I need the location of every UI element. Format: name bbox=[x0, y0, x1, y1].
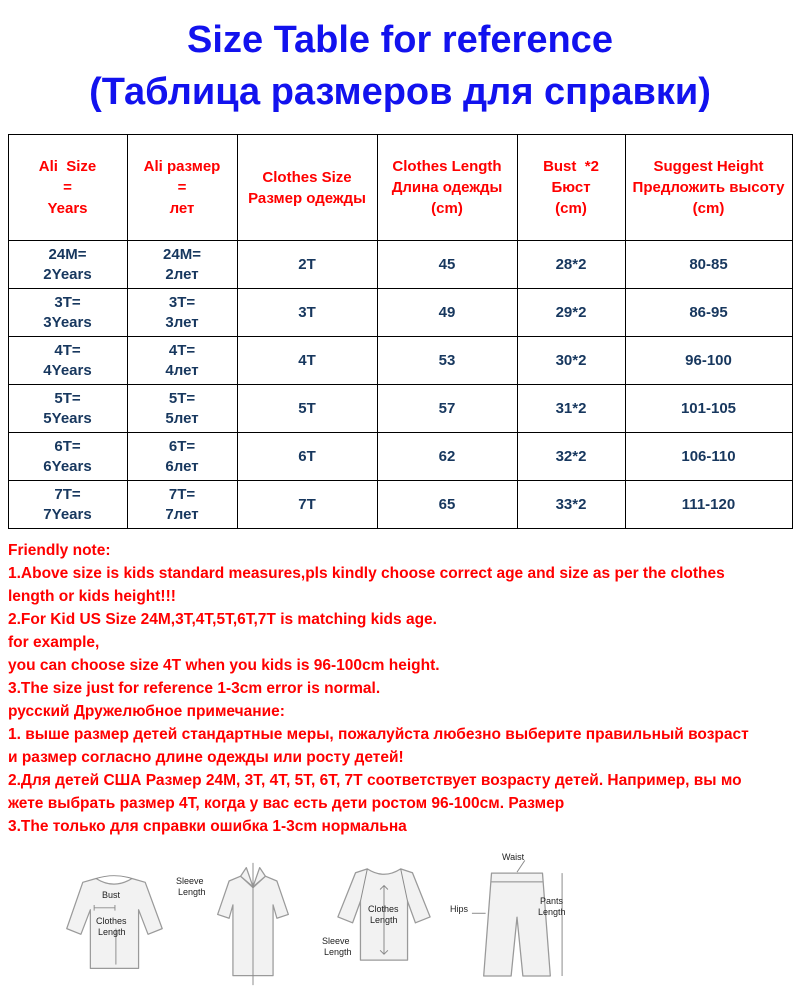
cell-line: 6лет bbox=[165, 457, 199, 475]
header-line: Предложить высоту bbox=[632, 179, 785, 196]
measurement-diagrams bbox=[0, 846, 800, 1000]
cell-clothes-length: 53 bbox=[377, 337, 517, 385]
note-line: 1. выше размер детей стандартные меры, пожалуйста любезно выберите правильный возраст bbox=[8, 726, 749, 743]
cell-line: 6T= bbox=[54, 437, 81, 455]
pants-length-label: Length bbox=[538, 907, 566, 917]
cell-line: 6Years bbox=[43, 457, 92, 475]
cell-clothes-length: 62 bbox=[377, 433, 517, 481]
cell-suggest-height: 80-85 bbox=[625, 241, 792, 289]
header-line: Clothes Length bbox=[392, 158, 502, 175]
cell-ali-size bbox=[8, 289, 127, 337]
hips-label: Hips bbox=[450, 904, 469, 914]
header-line: Бюст bbox=[551, 179, 591, 196]
cell-clothes-size: 3T bbox=[237, 289, 377, 337]
cell-ali-size bbox=[8, 481, 127, 529]
cell-ali-size bbox=[8, 385, 127, 433]
cell-ali-razmer bbox=[127, 433, 237, 481]
header-line: = bbox=[177, 179, 187, 196]
sleeve-length-label: Sleeve bbox=[322, 936, 350, 946]
cell-clothes-length: 45 bbox=[377, 241, 517, 289]
cell-suggest-height: 106-110 bbox=[625, 433, 792, 481]
cell-line: 3T= bbox=[168, 293, 196, 311]
cell-ali-size bbox=[8, 241, 127, 289]
cell-line: 7T= bbox=[54, 485, 81, 503]
cell-line: 4лет bbox=[165, 361, 199, 379]
collared-shirt-diagram bbox=[210, 862, 296, 986]
cell-line: 3лет bbox=[165, 313, 199, 331]
clothes-length-label: Length bbox=[370, 915, 398, 925]
header-clothes-size bbox=[237, 135, 377, 241]
cell-line: 5T= bbox=[168, 389, 196, 407]
note-line: 1.Above size is kids standard measures,pls kindly choose correct age and size as per the clothes bbox=[8, 565, 725, 582]
table-row bbox=[8, 385, 792, 433]
cell-suggest-height: 96-100 bbox=[625, 337, 792, 385]
cell-bust: 30*2 bbox=[517, 337, 625, 385]
clothes-length-label: Clothes bbox=[96, 916, 127, 926]
cell-bust: 29*2 bbox=[517, 289, 625, 337]
header-clothes-length bbox=[377, 135, 517, 241]
page-title: Size Table for reference bbox=[187, 19, 613, 61]
sleeve-length-label: Sleeve bbox=[176, 876, 204, 886]
cell-line: 6T= bbox=[168, 437, 196, 455]
cell-ali-razmer bbox=[127, 289, 237, 337]
cell-clothes-size: 2T bbox=[237, 241, 377, 289]
friendly-notes bbox=[8, 539, 800, 838]
cell-bust: 28*2 bbox=[517, 241, 625, 289]
note-line: for example, bbox=[8, 634, 100, 651]
header-line: Years bbox=[47, 200, 88, 217]
table-row bbox=[8, 241, 792, 289]
size-table bbox=[8, 134, 793, 529]
header-line: (cm) bbox=[692, 200, 725, 217]
cell-ali-razmer bbox=[127, 385, 237, 433]
cell-line: 3T= bbox=[54, 293, 81, 311]
table-row bbox=[8, 337, 792, 385]
header-ali-size-years bbox=[8, 135, 127, 241]
header-suggest-height bbox=[625, 135, 792, 241]
clothes-length-label: Clothes bbox=[368, 904, 399, 914]
cell-clothes-size: 6T bbox=[237, 433, 377, 481]
cell-line: 5лет bbox=[165, 409, 199, 427]
page-title-russian: (Таблица размеров для справки) bbox=[89, 71, 711, 113]
cell-ali-razmer bbox=[127, 481, 237, 529]
header-line: Suggest Height bbox=[653, 158, 764, 175]
note-line: length or kids height!!! bbox=[8, 588, 176, 605]
note-line: 2.Для детей США Размер 24M, 3T, 4T, 5T, 6T, 7T соответствует возрасту детей. Например, вы мо bbox=[8, 772, 742, 789]
cell-clothes-size: 4T bbox=[237, 337, 377, 385]
pants-outline bbox=[484, 873, 551, 976]
cell-suggest-height: 86-95 bbox=[625, 289, 792, 337]
header-line: (cm) bbox=[555, 200, 587, 217]
header-bust bbox=[517, 135, 625, 241]
cell-line: 7лет bbox=[165, 505, 199, 523]
header-line: Ali Size bbox=[38, 158, 97, 175]
cell-ali-size bbox=[8, 433, 127, 481]
cell-line: 4T= bbox=[54, 341, 81, 359]
cell-line: 3Years bbox=[43, 313, 92, 331]
note-line: you can choose size 4T when you kids is 96-100cm height. bbox=[8, 657, 440, 674]
header-line: Clothes Size bbox=[262, 168, 352, 186]
bust-label: Bust bbox=[102, 890, 121, 900]
header-ali-razmer-let bbox=[127, 135, 237, 241]
cell-ali-razmer bbox=[127, 241, 237, 289]
note-line: 2.For Kid US Size 24M,3T,4T,5T,6T,7T is matching kids age. bbox=[8, 611, 437, 628]
cell-clothes-length: 65 bbox=[377, 481, 517, 529]
header-line: Длина одежды bbox=[391, 179, 503, 196]
cell-line: 7T= bbox=[168, 485, 196, 503]
cell-bust: 31*2 bbox=[517, 385, 625, 433]
cell-line: 2Years bbox=[43, 265, 92, 283]
note-line: и размер согласно длине одежды или росту детей! bbox=[8, 749, 404, 766]
header-line: = bbox=[63, 179, 72, 196]
header-line: лет bbox=[169, 200, 195, 217]
cell-suggest-height: 111-120 bbox=[625, 481, 792, 529]
cell-line: 7Years bbox=[43, 505, 92, 523]
note-line: 3.The только для справки ошибка 1-3cm нормальна bbox=[8, 818, 407, 835]
cell-bust: 33*2 bbox=[517, 481, 625, 529]
note-line: жете выбрать размер 4T, когда у вас есть дети ростом 96-100см. Размер bbox=[8, 795, 565, 812]
cell-clothes-size: 5T bbox=[237, 385, 377, 433]
note-line: 3.The size just for reference 1-3cm error is normal. bbox=[8, 680, 381, 697]
cell-suggest-height: 101-105 bbox=[625, 385, 792, 433]
size-table-header-row bbox=[8, 135, 792, 241]
cell-bust: 32*2 bbox=[517, 433, 625, 481]
title-block bbox=[0, 0, 800, 120]
cell-line: 5Years bbox=[43, 409, 92, 427]
note-line: Friendly note: bbox=[8, 542, 111, 559]
header-line: Ali размер bbox=[143, 158, 221, 175]
cell-clothes-length: 49 bbox=[377, 289, 517, 337]
cell-line: 4T= bbox=[168, 341, 196, 359]
cell-ali-size bbox=[8, 337, 127, 385]
header-line: Размер одежды bbox=[248, 189, 366, 207]
cell-line: 5T= bbox=[54, 389, 81, 407]
cell-line: 24M= bbox=[48, 245, 87, 263]
note-line: русский Дружелюбное примечание: bbox=[8, 703, 285, 720]
pants-length-label: Pants bbox=[540, 896, 564, 906]
cell-line: 24M= bbox=[163, 245, 201, 263]
table-row bbox=[8, 433, 792, 481]
table-row bbox=[8, 289, 792, 337]
sleeve-length-label: Length bbox=[324, 947, 352, 957]
pants-diagram bbox=[468, 868, 566, 986]
header-line: Bust *2 bbox=[543, 158, 599, 175]
cell-line: 2лет bbox=[165, 265, 199, 283]
cell-clothes-length: 57 bbox=[377, 385, 517, 433]
clothes-length-label: Length bbox=[98, 927, 126, 937]
sleeve-length-label: Length bbox=[178, 887, 206, 897]
cell-line: 4Years bbox=[43, 361, 92, 379]
table-row bbox=[8, 481, 792, 529]
cell-ali-razmer bbox=[127, 337, 237, 385]
cell-clothes-size: 7T bbox=[237, 481, 377, 529]
header-line: (cm) bbox=[431, 200, 463, 217]
waist-label: Waist bbox=[502, 852, 525, 862]
